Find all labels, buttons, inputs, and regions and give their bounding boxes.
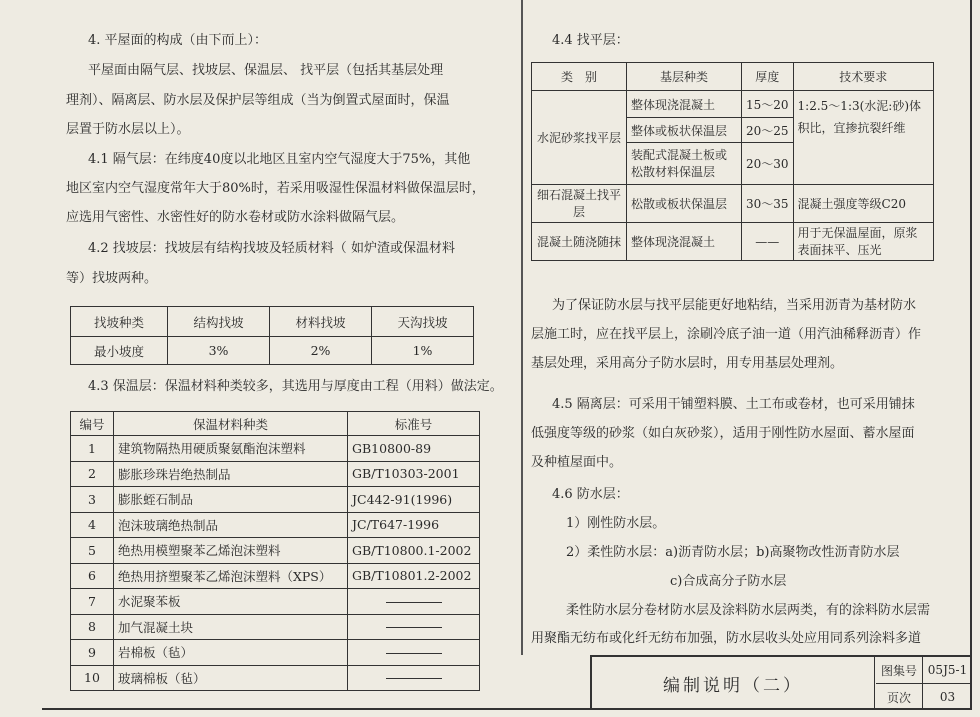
table-cell: 5 [71,538,114,564]
table-cell: 20～25 [742,118,794,143]
section-4-6-item: c)合成高分子防水层 [670,574,787,589]
section-4-1-text: 4.1 隔气层：在纬度40度以北地区且室内空气湿度大于75%，其他 [88,152,471,167]
table-cell: 15～20 [742,91,794,118]
section-4-6-text: 柔性防水层分卷材防水层及涂料防水层两类，有的涂料防水层需 [566,603,931,618]
table-cell: 绝热用模塑聚苯乙烯泡沫塑料 [114,538,348,564]
screed-note-text: 层施工时，应在找平层上，涂刷冷底子油一道（用汽油稀释沥青）作 [531,327,922,342]
table-cell: 7 [71,589,114,615]
table-cell: 水泥砂浆找平层 [532,91,627,185]
table-cell: —— [742,223,794,261]
table-cell: 泡沫玻璃绝热制品 [114,512,348,538]
table-cell: JC/T647-1996 [348,512,480,538]
table-cell: GB/T10303-2001 [348,461,480,487]
table-cell: 10 [71,665,114,691]
atlas-label: 图集号 [876,657,923,684]
section-4-6-text: 用聚酯无纺布或化纤无纺布加强，防水层收头处应用同系列涂料多道 [531,631,922,646]
table-cell: 膨胀蛭石制品 [114,487,348,513]
table-cell-empty [348,614,480,640]
table-cell: 混凝土随浇随抹 [532,223,627,261]
table-cell: 水泥聚苯板 [114,589,348,615]
table-cell: 用于无保温屋面，原浆表面抹平、压光 [793,223,933,261]
table-cell: 30～35 [742,185,794,223]
section-4-2-text: 等）找坡两种。 [66,271,158,286]
dash-mark [386,678,442,679]
table-header: 天沟找坡 [372,307,474,337]
table-cell: 绝热用挤塑聚苯乙烯泡沫塑料（XPS） [114,563,348,589]
section-4-text: 层置于防水层以上）。 [66,122,190,137]
table-cell: 20～30 [742,143,794,185]
table-cell: 最小坡度 [71,337,168,365]
table-header: 技术要求 [793,63,933,91]
sheet-title: 编制说明（二） [592,657,875,710]
section-4-5-text: 4.5 隔离层：可采用干铺塑料膜、土工布或卷材，也可采用铺抹 [552,397,915,412]
table-cell: 6 [71,563,114,589]
table-cell: 2% [270,337,372,365]
section-4-text: 平屋面由隔气层、找坡层、保温层、 找平层（包括其基层处理 [88,63,444,78]
table-cell: 4 [71,512,114,538]
table-cell: 1% [372,337,474,365]
dash-mark [386,653,442,654]
section-4-text: 理剂）、隔离层、防水层及保护层等组成（当为倒置式屋面时，保温 [66,93,450,108]
section-4-2-text: 4.2 找坡层：找坡层有结构找坡及轻质材料（ 如炉渣或保温材料 [88,241,455,256]
table-cell: 整体现浇混凝土 [627,91,742,118]
section-4-6-item: 2）柔性防水层：a)沥青防水层；b)高聚物改性沥青防水层 [566,545,900,560]
table-header: 类 别 [532,63,627,91]
page-number: 03 [939,690,956,704]
section-4-6-item: 1）刚性防水层。 [566,516,666,531]
table-header: 材料找坡 [270,307,372,337]
section-4-5-text: 低强度等级的砂浆（如白灰砂浆），适用于刚性防水屋面、蓄水屋面 [531,426,915,441]
section-4-5-text: 及种植屋面中。 [531,455,623,470]
section-4-1-text: 地区室内空气湿度常年大于80%时，若采用吸湿性保温材料做保温层时， [66,181,485,196]
table-cell: 8 [71,614,114,640]
table-cell: 整体现浇混凝土 [627,223,742,261]
screed-note-text: 基层处理，采用高分子防水层时，用专用基层处理剂。 [531,356,844,371]
table-cell: 整体或板状保温层 [627,118,742,143]
title-block [590,655,972,710]
table-header: 结构找坡 [168,307,270,337]
slope-table [70,306,474,365]
table-cell: 加气混凝土块 [114,614,348,640]
atlas-number: 05J5-1 [923,657,972,684]
table-header: 厚度 [742,63,794,91]
table-header: 找坡种类 [71,307,168,337]
section-4-heading: 4. 平屋面的构成（由下而上）： [88,33,268,48]
page-label: 页次 [876,684,923,710]
table-cell: 9 [71,640,114,666]
screed-note-text: 为了保证防水层与找平层能更好地粘结，当采用沥青为基材防水 [552,298,917,313]
table-header: 编号 [71,412,114,436]
section-4-3-text: 4.3 保温层：保温材料种类较多，其选用与厚度由工程（用料）做法定。 [88,379,503,394]
section-4-1-text: 应选用气密性、水密性好的防水卷材或防水涂料做隔气层。 [66,210,405,225]
table-cell: 1 [71,436,114,462]
dash-mark [386,602,442,603]
table-cell: JC442-91(1996) [348,487,480,513]
table-cell: 松散或板状保温层 [627,185,742,223]
table-cell: 岩棉板（毡） [114,640,348,666]
table-cell: 1:2.5～1:3(水泥:砂)体积比，宜掺抗裂纤维 [793,91,933,185]
column-divider [521,0,523,655]
section-4-6-heading: 4.6 防水层： [552,487,629,502]
table-header: 标准号 [348,412,480,436]
table-cell: GB10800-89 [348,436,480,462]
table-cell: 3 [71,487,114,513]
dash-mark [386,627,442,628]
screed-table [531,62,934,261]
table-cell: 玻璃棉板（毡） [114,665,348,691]
section-4-4-heading: 4.4 找平层： [552,33,629,48]
table-header: 保温材料种类 [114,412,348,436]
table-cell: 3% [168,337,270,365]
table-cell: 细石混凝土找平层 [532,185,627,223]
table-cell-empty [348,665,480,691]
table-header: 基层种类 [627,63,742,91]
table-cell: 建筑物隔热用硬质聚氨酯泡沫塑料 [114,436,348,462]
table-cell-empty [348,640,480,666]
insulation-table [70,411,480,691]
table-cell: 膨胀珍珠岩绝热制品 [114,461,348,487]
table-cell-empty [348,589,480,615]
table-cell: 混凝土强度等级C20 [793,185,933,223]
table-cell: 装配式混凝土板或松散材料保温层 [627,143,742,185]
table-cell: GB/T10800.1-2002 [348,538,480,564]
table-cell: GB/T10801.2-2002 [348,563,480,589]
table-cell: 2 [71,461,114,487]
